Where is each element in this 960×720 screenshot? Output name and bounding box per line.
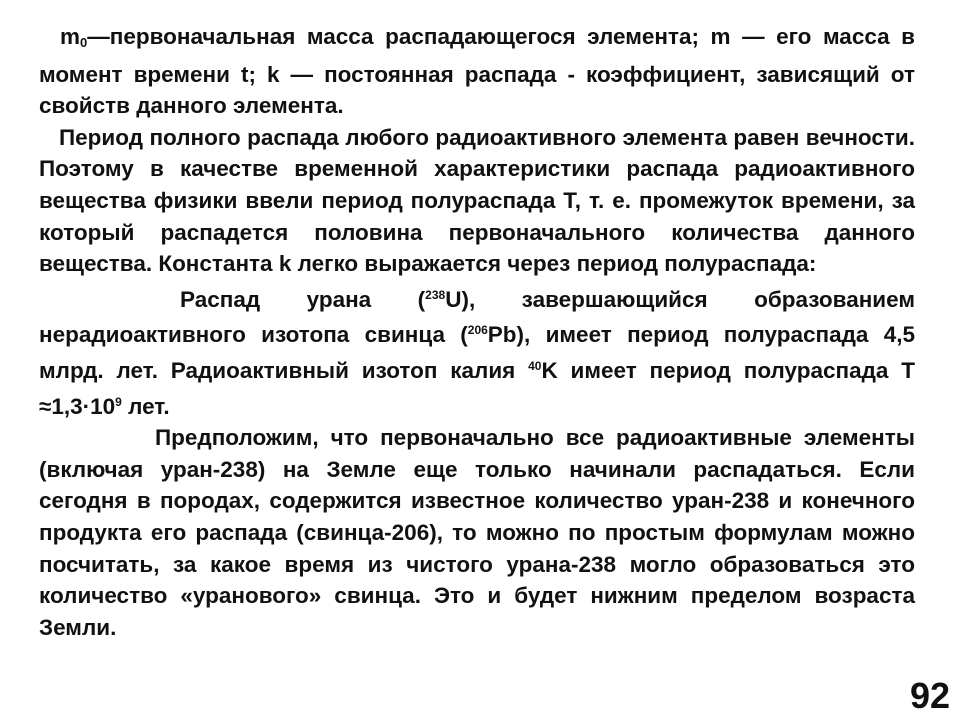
- earth-age-text: Предположим, что первоначально все радиоактивные элементы (включая уран-238) на Земле еще только начинали распадаться. Если сегодня в породах, содержится известное количество уран-238 и конечного продукта его распада (свинца-206), то можно по простым формулам можно посчитать, за какое время из чистого урана-238 могло образоваться это количество «уранового» свинца. Это и будет нижним пределом возраста Земли.: [39, 425, 915, 640]
- definitions-text: —первоначальная масса распадающегося элемента; m — его масса в момент времени t; k — постоянная распада - коэффициент, зависящий от свойств данного элемента.: [39, 24, 915, 119]
- subscript-zero: 0: [80, 35, 88, 50]
- superscript-238: 238: [425, 287, 446, 302]
- paragraph-earth-age: [39, 422, 915, 643]
- superscript-206: 206: [467, 323, 488, 338]
- paragraph-uranium-decay: [39, 280, 915, 422]
- document-body: [39, 21, 915, 643]
- uranium-text-4: K имеет период полураспада Т ≈1,3·10: [39, 357, 915, 419]
- symbol-m0: $m_0$: [60, 24, 88, 50]
- uranium-text-1: Распад урана (: [180, 286, 426, 312]
- superscript-9: 9: [115, 394, 122, 409]
- page-number: 92: [909, 675, 950, 716]
- uranium-text-2: U), завершающийся образованием нерадиоактивного изотопа свинца (: [39, 286, 915, 348]
- paragraph-half-life: [39, 122, 915, 280]
- half-life-text: Период полного распада любого радиоактивного элемента равен вечности. Поэтому в качестве временной характеристики распада радиоактивного вещества физики ввели период полураспада Т, т. е. промежуток времени, за который распадется половина первоначального количества данного вещества. Константа k легко выражается через период полураспада:: [39, 124, 915, 277]
- superscript-40: 40: [528, 358, 542, 373]
- uranium-text-3: Pb), имеет период полураспада 4,5 млрд. лет. Радиоактивный изотоп калия: [39, 322, 915, 383]
- paragraph-definitions: [39, 21, 915, 122]
- uranium-text-5: лет.: [121, 393, 170, 419]
